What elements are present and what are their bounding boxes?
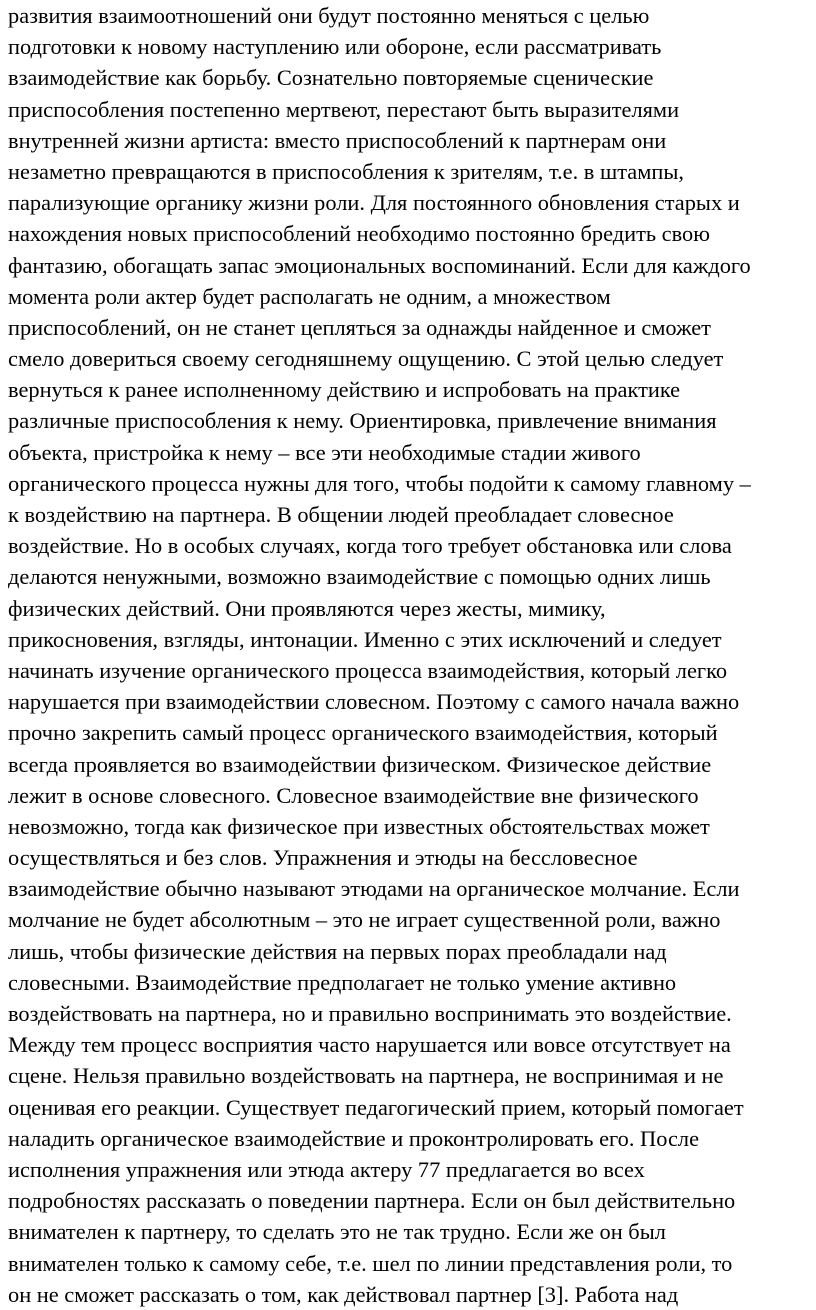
text-line: внимателен к партнеру, то сделать это не так трудно. Если же он был	[8, 1219, 666, 1245]
text-line: молчание не будет абсолютным – это не играет существенной роли, важно	[8, 907, 721, 933]
text-line: вернуться к ранее исполненному действию и испробовать на практике	[8, 377, 681, 403]
text-line: наладить органическое взаимодействие и проконтролировать его. После	[8, 1125, 700, 1151]
text-line: лишь, чтобы физические действия на первых порах преобладали над	[8, 938, 667, 964]
text-line: приспособлений, он не станет цепляться за однажды найденное и сможет	[8, 314, 711, 340]
text-line: Между тем процесс восприятия часто нарушается или вовсе отсутствует на	[8, 1032, 731, 1058]
body-text	[8, 0, 814, 1310]
text-line: сцене. Нельзя правильно воздействовать на партнера, не воспринимая и не	[8, 1063, 724, 1089]
text-line: он не сможет рассказать о том, как действовал партнер [3]. Работа над	[8, 1281, 679, 1307]
text-line: парализующие органику жизни роли. Для постоянного обновления старых и	[8, 190, 740, 216]
text-line: внутренней жизни артиста: вместо приспособлений к партнерам они	[8, 127, 667, 153]
text-line: подготовки к новому наступлению или обороне, если рассматривать	[8, 34, 662, 60]
text-line: словесными. Взаимодействие предполагает не только умение активно	[8, 969, 677, 995]
text-line: взаимодействие как борьбу. Сознательно повторяемые сценические	[8, 65, 654, 91]
text-line: смело довериться своему сегодняшнему ощущению. С этой целью следует	[8, 346, 724, 372]
text-line: исполнения упражнения или этюда актеру 77 предлагается во всех	[8, 1156, 645, 1182]
text-line: нахождения новых приспособлений необходимо постоянно бредить свою	[8, 221, 710, 247]
text-line: развития взаимоотношений они будут постоянно меняться с целью	[8, 3, 650, 28]
text-line: подробностях рассказать о поведении партнера. Если он был действительно	[8, 1188, 736, 1214]
text-line: лежит в основе словесного. Словесное взаимодействие вне физического	[8, 782, 699, 808]
text-line: воздействовать на партнера, но и правильно воспринимать это воздействие.	[8, 1001, 732, 1026]
text-line: момента роли актер будет располагать не одним, а множеством	[8, 283, 611, 309]
text-line: к воздействию на партнера. В общении людей преобладает словесное	[8, 502, 674, 527]
text-line: оценивая его реакции. Существует педагогический прием, который помогает	[8, 1094, 744, 1120]
text-line: нарушается при взаимодействии словесном. Поэтому с самого начала важно	[8, 689, 740, 715]
text-line: начинать изучение органического процесса взаимодействия, который легко	[8, 657, 728, 683]
text-line: всегда проявляется во взаимодействии физическом. Физическое действие	[8, 751, 712, 777]
text-line: фантазию, обогащать запас эмоциональных воспоминаний. Если для каждого	[8, 252, 751, 278]
text-line: воздействие. Но в особых случаях, когда того требует обстановка или слова	[8, 533, 732, 559]
text-line: делаются ненужными, возможно взаимодействие с помощью одних лишь	[8, 564, 711, 590]
text-line: незаметно превращаются в приспособления к зрителям, т.е. в штампы,	[8, 158, 685, 184]
text-line: прочно закрепить самый процесс органического взаимодействия, который	[8, 720, 718, 746]
text-line: приспособления постепенно мертвеют, перестают быть выразителями	[8, 96, 680, 122]
text-line: невозможно, тогда как физическое при известных обстоятельствах может	[8, 813, 710, 839]
text-line: объекта, пристройка к нему – все эти необходимые стадии живого	[8, 439, 641, 465]
text-line: прикосновения, взгляды, интонации. Именно с этих исключений и следует	[8, 626, 722, 652]
text-line: физических действий. Они проявляются через жесты, мимику,	[8, 595, 606, 621]
text-line: внимателен только к самому себе, т.е. шел по линии представления роли, то	[8, 1250, 733, 1276]
text-line: осуществляться и без слов. Упражнения и этюды на бессловесное	[8, 845, 638, 871]
text-line: различные приспособления к нему. Ориентировка, привлечение внимания	[8, 408, 717, 434]
text-line: взаимодействие обычно называют этюдами на органическое молчание. Если	[8, 876, 740, 902]
text-line: органического процесса нужны для того, чтобы подойти к самому главному –	[8, 470, 751, 496]
